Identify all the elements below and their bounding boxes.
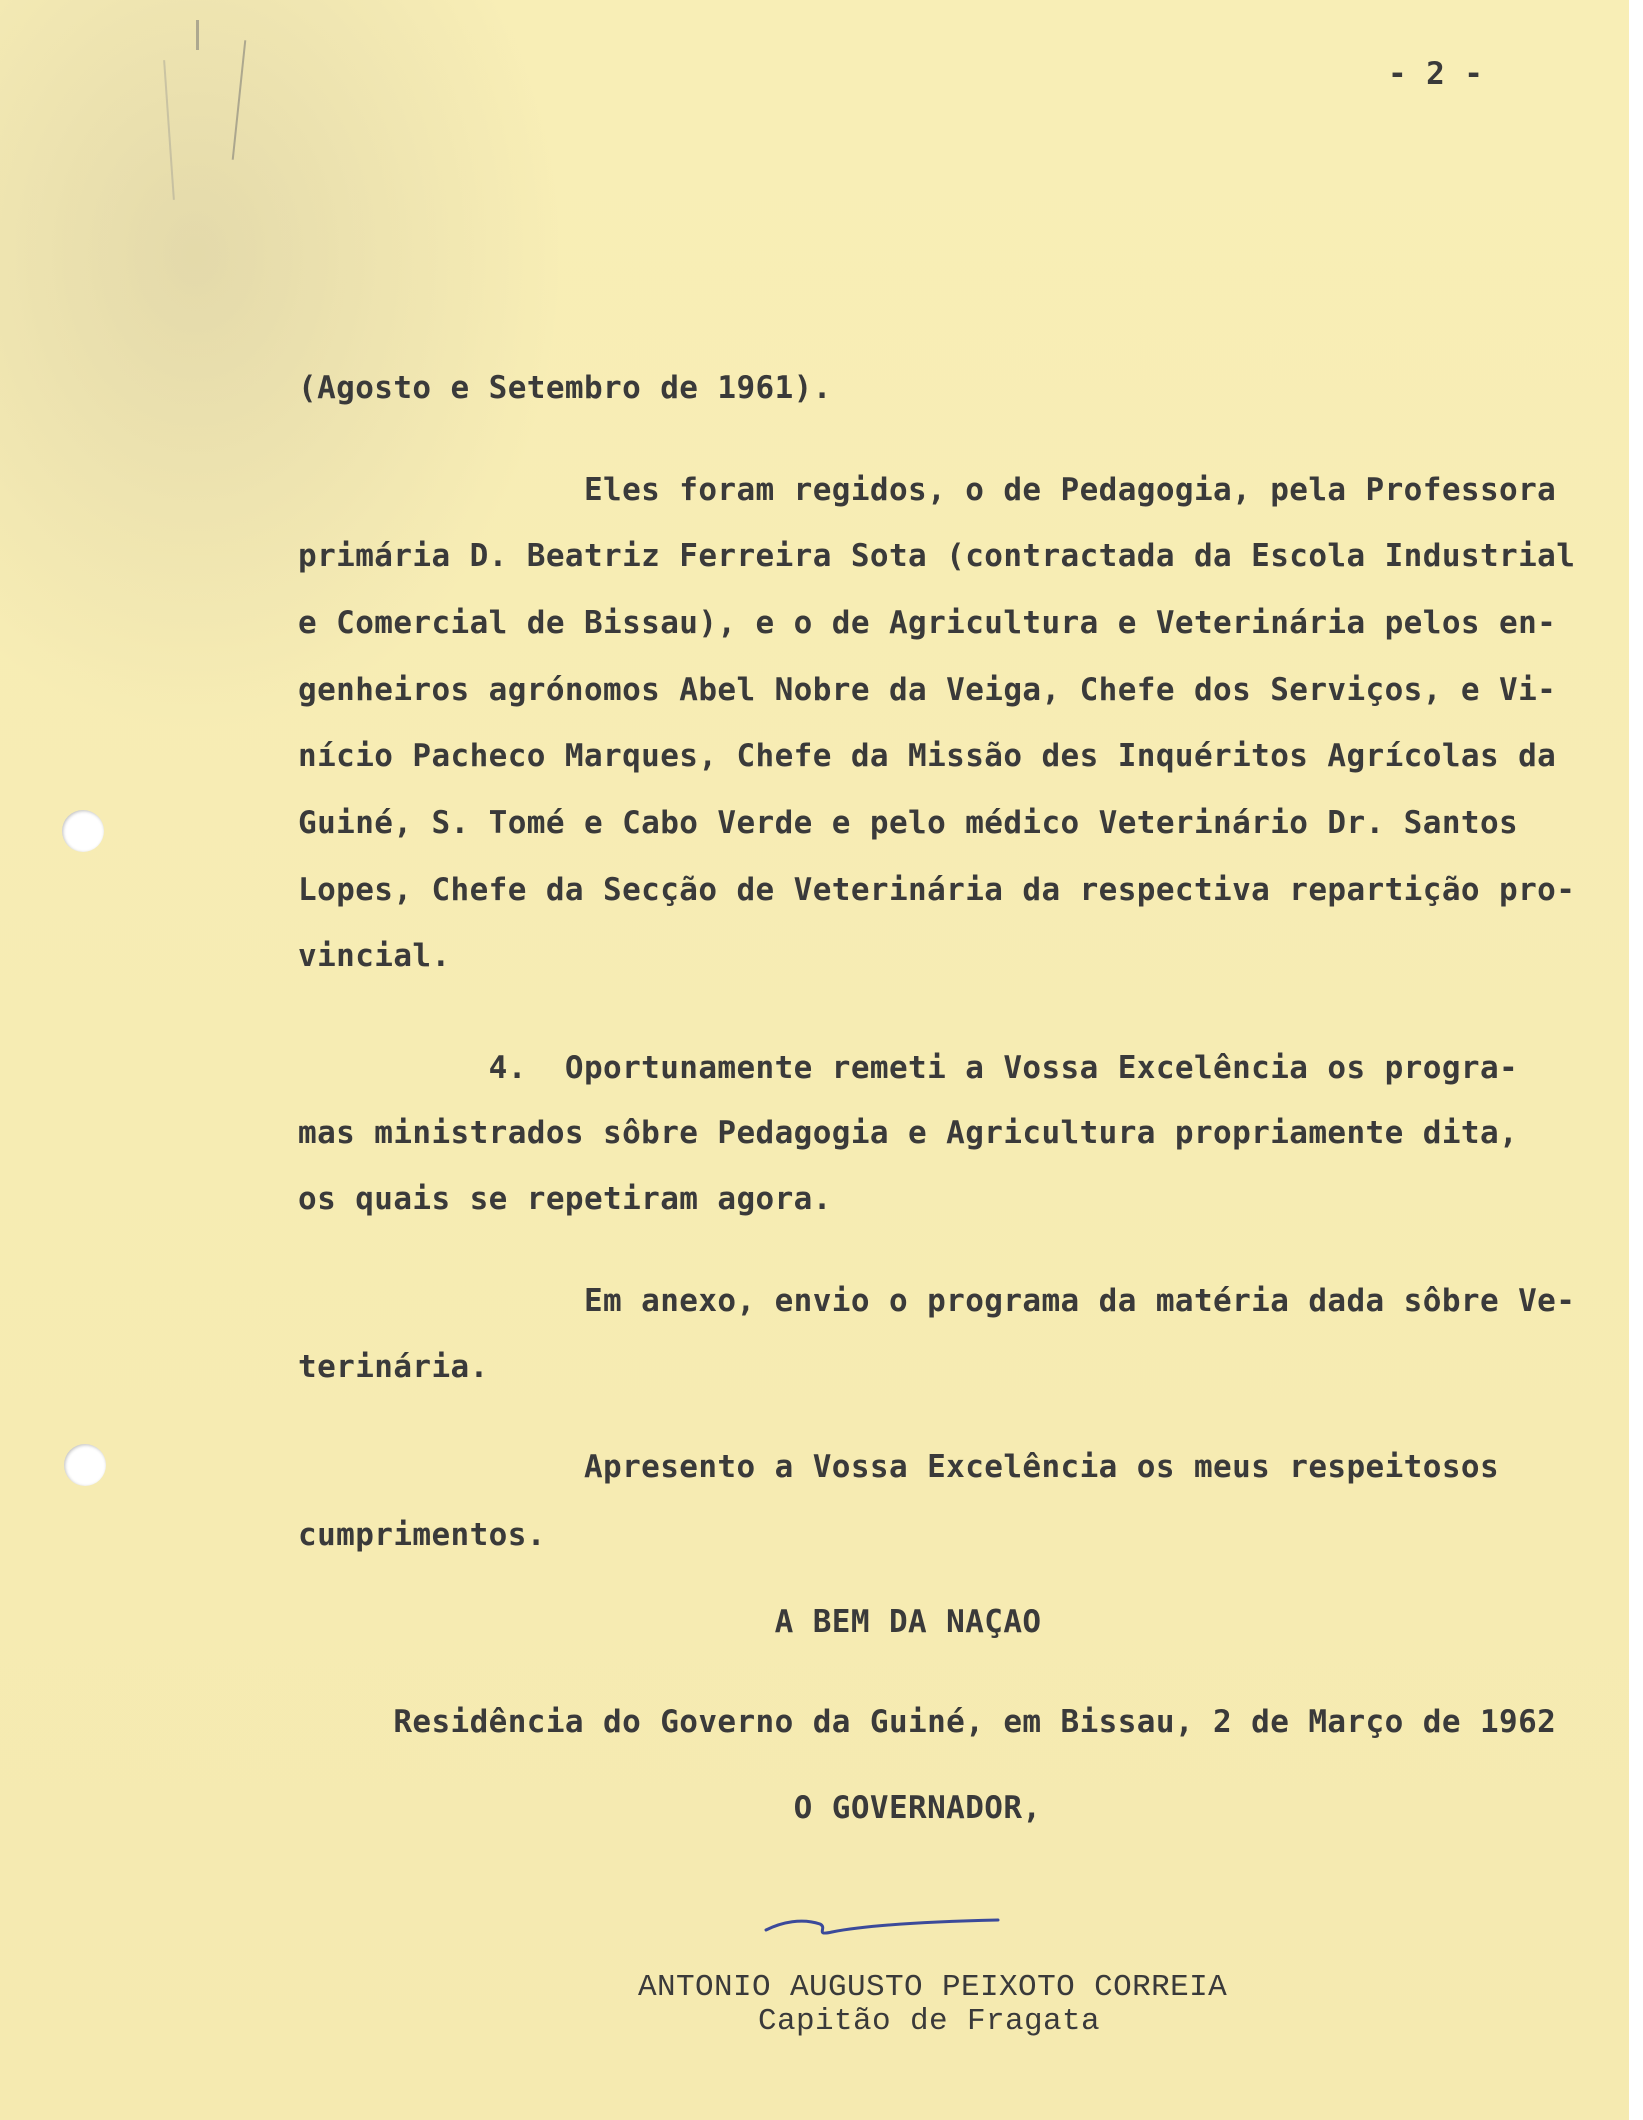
text-line: 4. Oportunamente remeti a Vossa Excelência os progra- (298, 1050, 1519, 1086)
text-line: os quais se repetiram agora. (298, 1181, 832, 1217)
text-line: genheiros agrónomos Abel Nobre da Veiga, Chefe dos Serviços, e Vi- (298, 672, 1557, 708)
pencil-mark (163, 60, 175, 200)
closing-salutation: A BEM DA NAÇAO (298, 1604, 1042, 1640)
text-line: cumprimentos. (298, 1517, 546, 1553)
signatory-name: ANTONIO AUGUSTO PEIXOTO CORREIA (638, 1970, 1228, 2005)
page-number: - 2 - (1388, 56, 1484, 92)
text-line: vincial. (298, 938, 451, 974)
text-line: Guiné, S. Tomé e Cabo Verde e pelo médico Veterinário Dr. Santos (298, 805, 1519, 841)
text-line: terinária. (298, 1349, 489, 1385)
place-and-date: Residência do Governo da Guiné, em Bissau, 2 de Março de 1962 (298, 1704, 1557, 1740)
text-line: Apresento a Vossa Excelência os meus respeitosos (298, 1449, 1500, 1485)
signatory-rank: Capitão de Fragata (758, 2004, 1101, 2039)
text-line: Lopes, Chefe da Secção de Veterinária da respectiva repartição pro- (298, 872, 1576, 908)
pencil-mark (196, 20, 199, 50)
signatory-title: O GOVERNADOR, (298, 1790, 1042, 1826)
text-line: mas ministrados sôbre Pedagogia e Agricultura propriamente dita, (298, 1115, 1519, 1151)
text-line: e Comercial de Bissau), e o de Agricultura e Veterinária pelos en- (298, 605, 1557, 641)
punch-hole (64, 1444, 106, 1486)
punch-hole (62, 810, 104, 852)
text-line: (Agosto e Setembro de 1961). (298, 370, 832, 406)
text-line: Eles foram regidos, o de Pedagogia, pela Professora (298, 472, 1557, 508)
text-line: nício Pacheco Marques, Chefe da Missão des Inquéritos Agrícolas da (298, 738, 1557, 774)
pencil-mark (232, 40, 247, 160)
signature-icon (762, 1904, 1002, 1944)
text-line: Em anexo, envio o programa da matéria dada sôbre Ve- (298, 1283, 1576, 1319)
text-line: primária D. Beatriz Ferreira Sota (contractada da Escola Industrial (298, 538, 1576, 574)
